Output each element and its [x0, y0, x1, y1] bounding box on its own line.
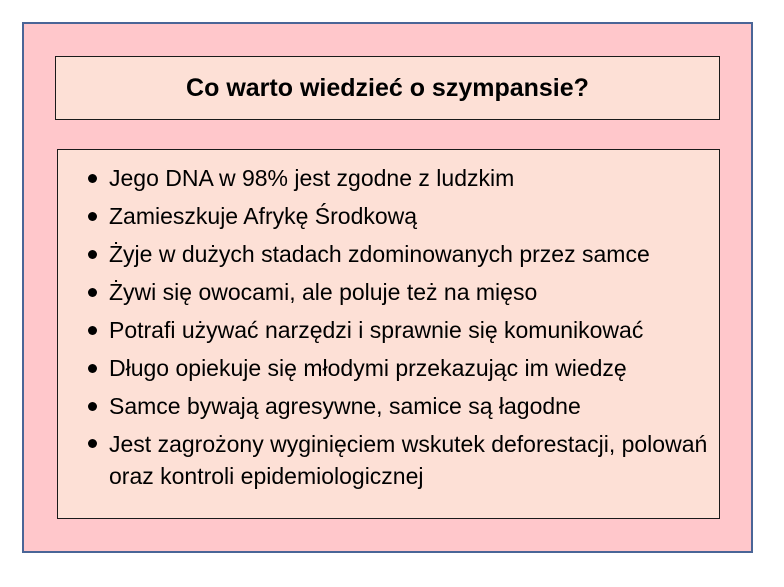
bullet-icon: [88, 326, 97, 335]
list-item: [58, 159, 719, 197]
bullet-icon: [88, 364, 97, 373]
list-item: [58, 311, 719, 349]
fact-text: Zamieszkuje Afrykę Środkową: [109, 203, 418, 229]
list-item: [58, 387, 719, 425]
bullet-icon: [88, 250, 97, 259]
fact-text: Jego DNA w 98% jest zgodne z ludzkim: [109, 165, 515, 191]
title-box: [55, 56, 720, 120]
list-item: [58, 197, 719, 235]
bullet-icon: [88, 212, 97, 221]
fact-text: Jest zagrożony wyginięciem wskutek deforestacji, polowań oraz kontroli epidemiologicznej: [109, 431, 708, 489]
slide-title: Co warto wiedzieć o szympansie?: [186, 73, 589, 102]
fact-text: Samce bywają agresywne, samice są łagodne: [109, 393, 581, 419]
facts-list: [58, 159, 719, 492]
fact-text: Żyje w dużych stadach zdominowanych przez samce: [109, 241, 650, 267]
list-item: [58, 235, 719, 273]
bullet-icon: [88, 439, 97, 448]
list-item: [58, 349, 719, 387]
list-item: [58, 425, 719, 492]
fact-text: Żywi się owocami, ale poluje też na mięso: [109, 279, 538, 305]
bullet-icon: [88, 288, 97, 297]
bullet-icon: [88, 174, 97, 183]
bullet-icon: [88, 402, 97, 411]
fact-text: Potrafi używać narzędzi i sprawnie się komunikować: [109, 317, 644, 343]
fact-text: Długo opiekuje się młodymi przekazując im wiedzę: [109, 355, 627, 381]
facts-box: [57, 149, 720, 519]
list-item: [58, 273, 719, 311]
